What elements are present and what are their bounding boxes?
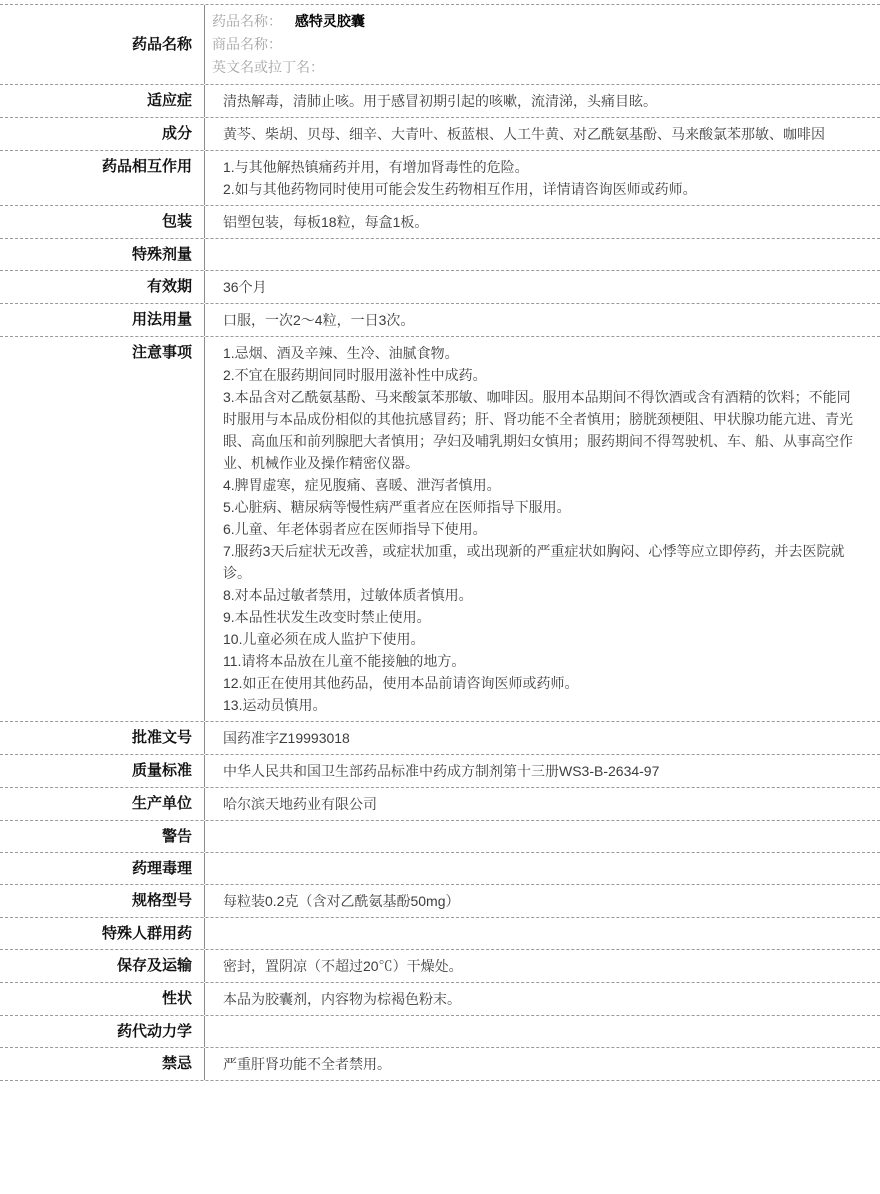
text-line: 10.儿童必须在成人监护下使用。 [223, 631, 425, 647]
row-value [204, 206, 880, 238]
table-row [0, 118, 880, 151]
text-line: 36个月 [223, 279, 267, 295]
row-value [204, 271, 880, 303]
row-label: 特殊人群用药 [101, 925, 192, 942]
row-label: 警告 [161, 828, 192, 845]
field-value: 感特灵胶囊 [294, 13, 365, 29]
text-line: 4.脾胃虚寒，症见腹痛、喜暖、泄泻者慎用。 [223, 477, 501, 493]
table-row [0, 885, 880, 918]
text-line: 严重肝肾功能不全者禁用。 [223, 1056, 391, 1072]
table-row [0, 337, 880, 722]
row-label: 禁忌 [161, 1055, 192, 1072]
drug-name-field [212, 10, 860, 33]
row-value [204, 950, 880, 982]
row-value [204, 722, 880, 754]
text-line: 5.心脏病、糖尿病等慢性病严重者应在医师指导下服用。 [223, 499, 571, 515]
text-line: 2.不宜在服药期间同时服用滋补性中成药。 [223, 367, 487, 383]
drug-name-field [212, 33, 860, 56]
row-label: 包装 [161, 213, 192, 230]
text-line: 12.如正在使用其他药品，使用本品前请咨询医师或药师。 [223, 675, 579, 691]
table-row [0, 788, 880, 821]
row-value [204, 239, 880, 270]
row-label-drug-name: 药品名称 [131, 35, 192, 53]
row-value [204, 983, 880, 1015]
field-label: 商品名称： [212, 36, 282, 52]
table-row [0, 821, 880, 853]
text-line: 中华人民共和国卫生部药品标准中药成方制剂第十三册WS3-B-2634-97 [223, 763, 660, 779]
row-value [204, 885, 880, 917]
text-line: 密封，置阴凉（不超过20℃）干燥处。 [223, 958, 463, 974]
text-line: 11.请将本品放在儿童不能接触的地方。 [223, 653, 466, 669]
text-line: 黄芩、柴胡、贝母、细辛、大青叶、板蓝根、人工牛黄、对乙酰氨基酚、马来酸氯苯那敏、咖啡因 [223, 126, 825, 142]
row-value [204, 918, 880, 949]
text-line: 1.忌烟、酒及辛辣、生冷、油腻食物。 [223, 345, 459, 361]
row-value [204, 85, 880, 117]
drug-info-table [0, 4, 880, 1081]
row-label: 药理毒理 [131, 860, 192, 877]
row-label: 药品相互作用 [101, 158, 192, 175]
row-label: 药代动力学 [116, 1023, 192, 1040]
row-label: 质量标准 [131, 762, 192, 779]
field-label: 英文名或拉丁名： [212, 59, 324, 75]
row-label: 保存及运输 [116, 957, 192, 974]
row-value [204, 755, 880, 787]
table-rows [0, 85, 880, 1081]
row-value [204, 151, 880, 205]
table-row [0, 755, 880, 788]
row-value [204, 821, 880, 852]
row-label: 特殊剂量 [131, 246, 192, 263]
row-value [204, 1016, 880, 1047]
row-value [204, 1048, 880, 1080]
row-label: 注意事项 [131, 344, 192, 361]
table-row [0, 206, 880, 239]
table-row [0, 983, 880, 1016]
text-line: 1.与其他解热镇痛药并用，有增加肾毒性的危险。 [223, 159, 529, 175]
row-label: 用法用量 [131, 311, 192, 328]
text-line: 每粒装0.2克（含对乙酰氨基酚50mg） [223, 893, 460, 909]
drug-name-field [212, 56, 860, 79]
row-label: 批准文号 [131, 729, 192, 746]
text-line: 6.儿童、年老体弱者应在医师指导下使用。 [223, 521, 487, 537]
table-row [0, 722, 880, 755]
table-row [0, 1048, 880, 1081]
row-value [204, 853, 880, 884]
text-line: 8.对本品过敏者禁用，过敏体质者慎用。 [223, 587, 473, 603]
text-line: 铝塑包装，每板18粒，每盒1板。 [223, 214, 429, 230]
text-line: 哈尔滨天地药业有限公司 [223, 796, 377, 812]
table-row [0, 85, 880, 118]
table-row [0, 239, 880, 271]
row-label: 生产单位 [131, 795, 192, 812]
text-line: 清热解毒，清肺止咳。用于感冒初期引起的咳嗽，流清涕，头痛目眩。 [223, 93, 657, 109]
row-label: 性状 [161, 990, 192, 1007]
text-line: 9.本品性状发生改变时禁止使用。 [223, 609, 431, 625]
table-row [0, 1016, 880, 1048]
row-label: 规格型号 [131, 892, 192, 909]
text-line: 7.服药3天后症状无改善，或症状加重，或出现新的严重症状如胸闷、心悸等应立即停药，并去医院就诊。 [223, 543, 845, 581]
text-line: 本品为胶囊剂，内容物为棕褐色粉末。 [223, 991, 461, 1007]
table-row [0, 304, 880, 337]
table-row [0, 950, 880, 983]
table-row [0, 853, 880, 885]
field-label: 药品名称： [212, 13, 282, 29]
table-row [0, 271, 880, 304]
table-row-drug-name [0, 5, 880, 85]
text-line: 国药准字Z19993018 [223, 730, 350, 746]
row-label: 成分 [161, 125, 192, 142]
row-value [204, 118, 880, 150]
row-label: 有效期 [146, 278, 192, 295]
table-row [0, 151, 880, 206]
row-value-drug-name [204, 5, 880, 84]
table-row [0, 918, 880, 950]
row-value [204, 304, 880, 336]
row-label: 适应症 [146, 92, 192, 109]
row-value [204, 788, 880, 820]
text-line: 口服，一次2～4粒，一日3次。 [223, 312, 415, 328]
text-line: 3.本品含对乙酰氨基酚、马来酸氯苯那敏、咖啡因。服用本品期间不得饮酒或含有酒精的饮料；不能同时服用与本品成份相似的其他抗感冒药；肝、肾功能不全者慎用；膀胱颈梗阻、甲状腺功能亢进、青光眼、高血压和前列腺肥大者慎用；孕妇及哺乳期妇女慎用；服药期间不得驾驶机、车、船、从事高空作业、机械作业及操作精密仪器。 [223, 389, 853, 471]
text-line: 2.如与其他药物同时使用可能会发生药物相互作用，详情请咨询医师或药师。 [223, 181, 697, 197]
text-line: 13.运动员慎用。 [223, 697, 327, 713]
row-value [204, 337, 880, 721]
